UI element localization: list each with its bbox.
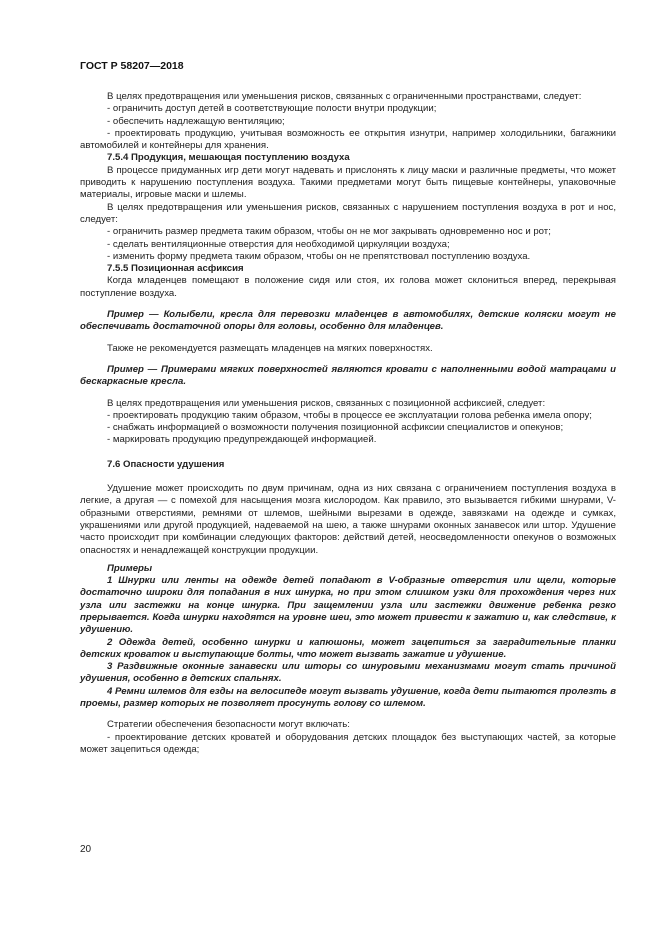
example-note: Пример — Колыбели, кресла для перевозки младенцев в автомобилях, детские коляски могут не обеспечивать достаточной опоры для головы, особенно для младенцев.	[80, 309, 616, 333]
list-item: - проектировать продукцию, учитывая возможность ее открытия изнутри, например холодильники, багажники автомобилей и контейнеры для хранения.	[80, 127, 616, 152]
example-item: 3 Раздвижные оконные занавески или шторы со шнуровыми механизмами могут стать причиной удушения, особенно в детских спальнях.	[80, 661, 616, 685]
paragraph: В целях предотвращения или уменьшения рисков, связанных с ограниченными пространствами, следует:	[107, 91, 582, 102]
example-item: 4 Ремни шлемов для езды на велосипеде могут вызвать удушение, когда дети пытаются пролезть в проемы, размер которых не позволяет просунуть голову со шлемом.	[80, 685, 616, 710]
section-heading-7-6: 7.6 Опасности удушения	[107, 458, 225, 470]
example-note: Пример — Примерами мягких поверхностей являются кровати с наполненными водой матрацами и бескаркасные кресла.	[80, 363, 616, 388]
list-item: - ограничить размер предмета таким образом, чтобы он не мог закрывать одновременно нос и рот;	[107, 226, 551, 238]
section-heading-7-5-4: 7.5.4 Продукция, мешающая поступлению воздуха	[107, 152, 350, 164]
list-item: - сделать вентиляционные отверстия для необходимой циркуляции воздуха;	[107, 238, 450, 250]
paragraph: Удушение может происходить по двум причинам, одна из них связана с ограничением поступления воздуха в легкие, а другая — с помехой для насыщения мозга кислородом. Как правило, это вызывается гибкими шнурами, V-образными отверстиями, ремнями от шлемов, шейными вырезами в одежде, завязками на одежде и сумках, украшениями или другой продукцией, надеваемой на шею, а также шнурами оконных занавесок или штор. Удушение часто происходит при комбинации следующих факторов: действий детей, неосведомленности опекунов о возможных опасностях и ненадлежащей конструкции продукции.	[80, 483, 616, 556]
examples-title: Примеры	[107, 562, 153, 574]
paragraph: Стратегии обеспечения безопасности могут включать:	[107, 719, 350, 731]
paragraph: В процессе придуманных игр дети могут надевать и прислонять к лицу маски и различные предметы, что может приводить к нарушению поступления воздуха. Такими предметами могут быть пищевые контейнеры, упаковочные материалы, игровые маски и шлемы.	[80, 164, 616, 201]
list-item: - ограничить доступ детей в соответствующие полости внутри продукции;	[107, 103, 437, 115]
list-item: - проектирование детских кроватей и оборудования детских площадок без выступающих частей, за которые может зацепиться одежда;	[80, 731, 616, 755]
list-item: - снабжать информацией о возможности получения позиционной асфиксии специалистов и опекунов;	[107, 422, 564, 434]
paragraph: Когда младенцев помещают в положение сидя или стоя, их голова может склониться вперед, перекрывая поступление воздуха.	[80, 275, 616, 299]
list-item: - изменить форму предмета таким образом, чтобы он не препятствовал поступлению воздуха.	[107, 250, 531, 262]
page-number: 20	[80, 844, 92, 855]
list-item: - проектировать продукцию таким образом, чтобы в процессе ее эксплуатации голова ребенка имела опору;	[107, 409, 592, 421]
example-item: 2 Одежда детей, особенно шнурки и капюшоны, может зацепиться за заградительные планки детских кроваток и выступающие болты, что может вызвать зажатие и удушение.	[80, 636, 616, 660]
paragraph: Также не рекомендуется размещать младенцев на мягких поверхностях.	[107, 342, 433, 354]
example-item: 1 Шнурки или ленты на одежде детей попадают в V-образные отверстия или щели, которые достаточно широки для попадания в них шнурка, но при этом слишком узки для прохождения через них узла или застежки на конце шнурка. При защемлении узла или застежки движение ребенка резко прерывается. Когда шнурки находятся на уровне шеи, это может привести к зажатию и, как следствие, к удушению.	[80, 575, 616, 636]
list-item: - маркировать продукцию предупреждающей информацией.	[107, 434, 377, 446]
paragraph: В целях предотвращения или уменьшения рисков, связанных с нарушением поступления воздуха в рот и нос, следует:	[80, 201, 616, 225]
paragraph: В целях предотвращения или уменьшения рисков, связанных с позиционной асфиксией, следует:	[107, 397, 546, 409]
list-item: - обеспечить надлежащую вентиляцию;	[107, 115, 285, 127]
document-header: ГОСТ Р 58207—2018	[80, 60, 184, 72]
section-heading-7-5-5: 7.5.5 Позиционная асфиксия	[107, 263, 244, 275]
page-body	[80, 91, 616, 756]
